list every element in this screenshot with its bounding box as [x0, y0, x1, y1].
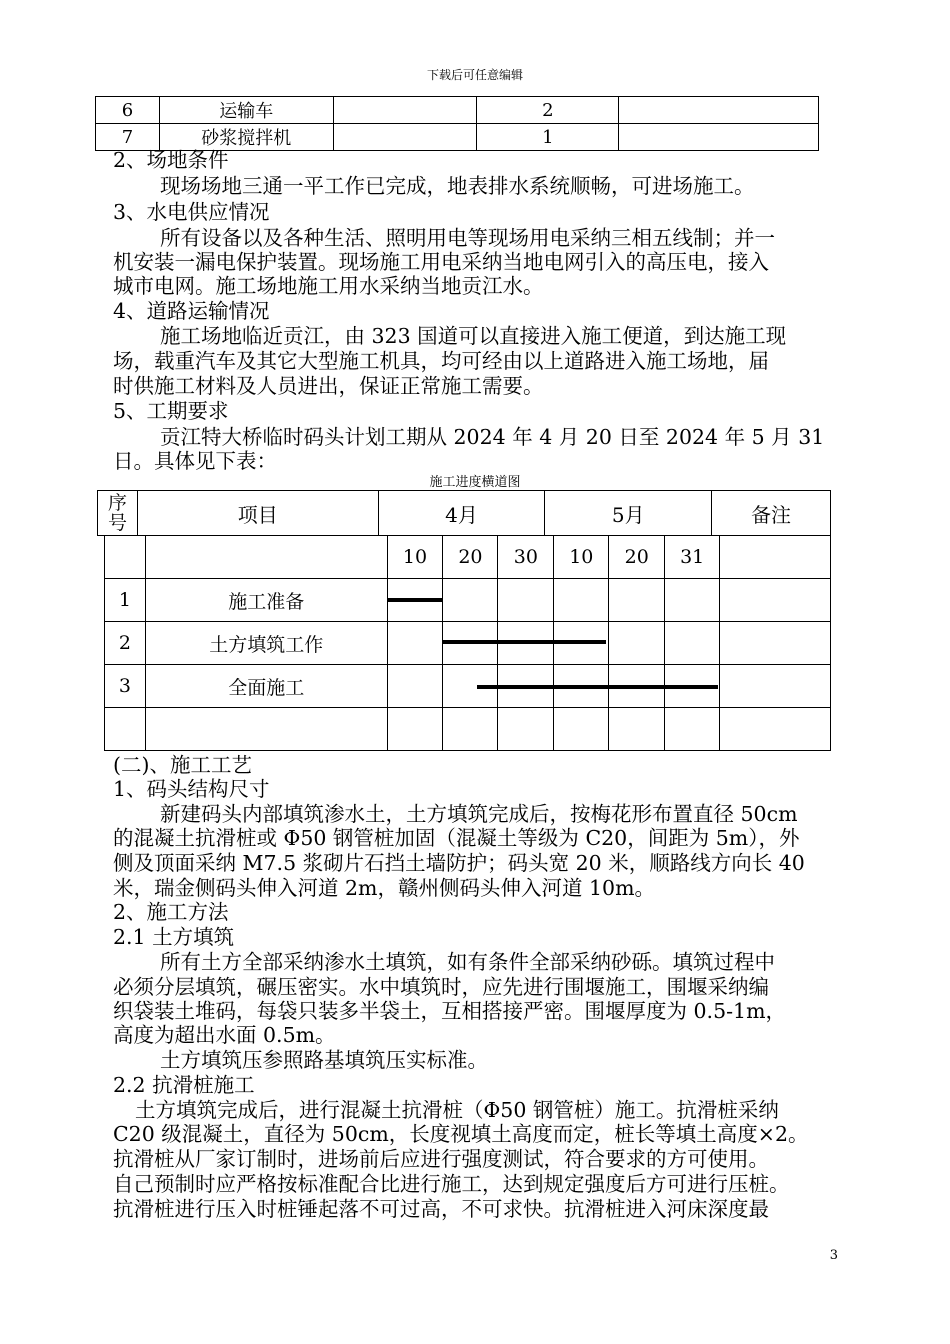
table-row	[105, 665, 831, 708]
table-row	[105, 579, 831, 622]
cell-note	[619, 97, 819, 124]
task-name: 土方填筑工作	[145, 622, 387, 665]
cell-note	[619, 124, 819, 151]
header-may: 5月	[545, 491, 712, 536]
paragraph-line: 高度为超出水面 0.5m。	[113, 1023, 336, 1047]
paragraph-line: 现场场地三通一平工作已完成，地表排水系统顺畅，可进场施工。	[160, 174, 755, 198]
paragraph-line: 施工场地临近贡江，由 323 国道可以直接进入施工便道，到达施工现	[160, 324, 787, 348]
paragraph-line: C20 级混凝土，直径为 50cm，长度视填土高度而定，桩长等填土高度×2。	[113, 1122, 809, 1146]
header-item: 项目	[137, 491, 378, 536]
cell-item	[145, 536, 387, 579]
day-label: 20	[609, 536, 665, 579]
cell-no	[105, 536, 146, 579]
paragraph-line: 侧及顶面采纳 M7.5 浆砌片石挡土墙防护；码头宽 20 米，顺路线方向长 40	[113, 851, 805, 875]
cell-note	[720, 536, 831, 579]
subsection-heading: 2.2 抗滑桩施工	[113, 1073, 255, 1097]
section-heading: 2、场地条件	[113, 148, 229, 172]
section-heading: 3、水电供应情况	[113, 200, 270, 224]
equipment-table	[95, 96, 819, 151]
page-header: 下载后可任意编辑	[426, 68, 523, 82]
table-row	[96, 124, 819, 151]
section-heading: 2、施工方法	[113, 900, 229, 924]
day-label: 10	[387, 536, 443, 579]
header-note: 备注	[712, 491, 831, 536]
cell-name: 砂浆搅拌机	[159, 124, 333, 151]
cell-name: 运输车	[159, 97, 333, 124]
cell-qty: 1	[477, 124, 619, 151]
paragraph-line: 的混凝土抗滑桩或 Φ50 钢管桩加固（混凝土等级为 C20，间距为 5m），外	[113, 826, 800, 850]
section-heading: (二)、施工工艺	[113, 753, 252, 777]
section-heading: 4、道路运输情况	[113, 299, 270, 323]
day-label: 20	[443, 536, 498, 579]
paragraph-line: 所有设备以及各种生活、照明用电等现场用电采纳三相五线制；并一	[160, 226, 775, 250]
paragraph-line: 城市电网。施工场地施工用水采纳当地贡江水。	[113, 274, 544, 298]
gantt-header-table	[97, 490, 831, 536]
paragraph-line: 必须分层填筑，碾压密实。水中填筑时，应先进行围堰施工，围堰采纳编	[113, 975, 769, 999]
header-april: 4月	[378, 491, 545, 536]
table-row	[105, 708, 831, 751]
header-no-text: 序号	[107, 492, 127, 534]
paragraph-line: 土方填筑压参照路基填筑压实标准。	[160, 1048, 488, 1072]
task-no: 1	[105, 579, 146, 622]
paragraph-line: 日。具体见下表：	[113, 449, 277, 473]
gantt-caption: 施工进度横道图	[429, 475, 521, 490]
paragraph-line: 时供施工材料及人员进出，保证正常施工需要。	[113, 374, 544, 398]
cell-spec	[333, 124, 477, 151]
section-heading: 5、工期要求	[113, 399, 229, 423]
task-no: 2	[105, 622, 146, 665]
day-label: 31	[665, 536, 720, 579]
table-row	[98, 491, 831, 536]
cell-no: 7	[96, 124, 160, 151]
gantt-bar-prep	[387, 598, 443, 602]
paragraph-line: 所有土方全部采纳渗水土填筑，如有条件全部采纳砂砾。填筑过程中	[160, 950, 775, 974]
paragraph-line: 机安装一漏电保护装置。现场施工用电采纳当地电网引入的高压电，接入	[113, 250, 769, 274]
cell-qty: 2	[477, 97, 619, 124]
paragraph-line: 场，载重汽车及其它大型施工机具，均可经由以上道路进入施工场地，届	[113, 349, 769, 373]
paragraph-line: 米，瑞金侧码头伸入河道 2m，赣州侧码头伸入河道 10m。	[113, 876, 656, 900]
task-name: 施工准备	[145, 579, 387, 622]
subsection-heading: 2.1 土方填筑	[113, 925, 235, 949]
cell-note	[720, 665, 831, 708]
paragraph-line: 新建码头内部填筑渗水土，土方填筑完成后，按梅花形布置直径 50cm	[160, 802, 798, 826]
paragraph-line: 贡江特大桥临时码头计划工期从 2024 年 4 月 20 日至 2024 年 5 月 31	[160, 425, 825, 449]
paragraph-line: 抗滑桩进行压入时桩锤起落不可过高，不可求快。抗滑桩进入河床深度最	[113, 1197, 769, 1221]
cell-spec	[333, 97, 477, 124]
paragraph-line: 织袋装土堆码，每袋只装多半袋土，互相搭接严密。围堰厚度为 0.5-1m，	[113, 999, 787, 1023]
gantt-bar-earthwork	[443, 640, 606, 644]
gantt-bar-full	[477, 685, 718, 689]
paragraph-line: 自己预制时应严格按标准配合比进行施工，达到规定强度后方可进行压桩。	[113, 1172, 790, 1196]
page-number: 3	[829, 1248, 838, 1263]
paragraph-line: 抗滑桩从厂家订制时，进场前后应进行强度测试，符合要求的方可使用。	[113, 1147, 769, 1171]
cell-note	[720, 622, 831, 665]
paragraph-line: 土方填筑完成后，进行混凝土抗滑桩（Φ50 钢管桩）施工。抗滑桩采纳	[135, 1098, 779, 1122]
table-row	[96, 97, 819, 124]
table-row	[105, 536, 831, 579]
cell-note	[720, 579, 831, 622]
day-label: 30	[498, 536, 554, 579]
cell-no: 6	[96, 97, 160, 124]
task-name: 全面施工	[145, 665, 387, 708]
day-label: 10	[554, 536, 609, 579]
header-no	[98, 491, 138, 536]
task-no: 3	[105, 665, 146, 708]
section-heading: 1、码头结构尺寸	[113, 777, 270, 801]
